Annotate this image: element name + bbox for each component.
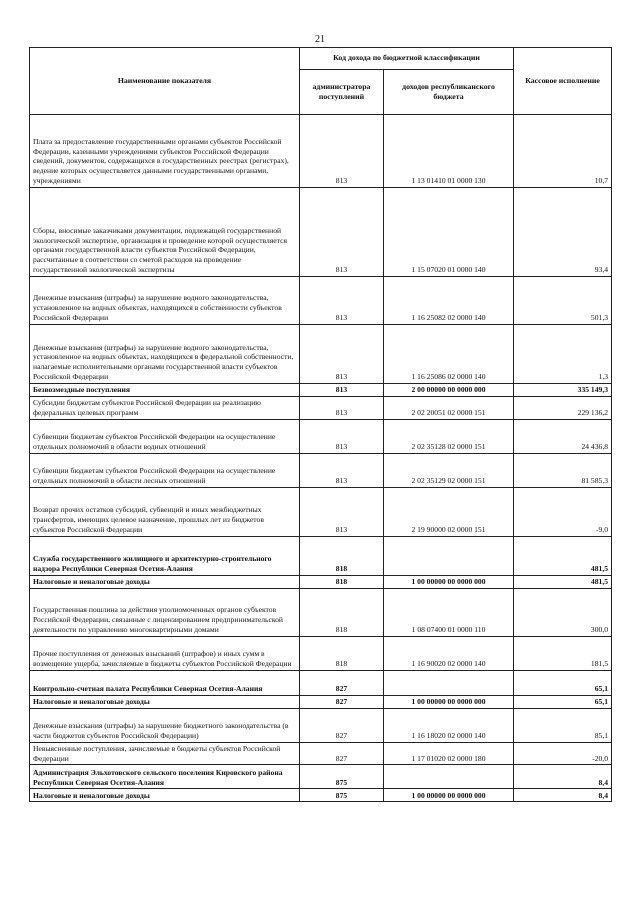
table-row: [30, 708, 612, 742]
table-row: [30, 575, 612, 588]
row-amount: 229 136,2: [514, 397, 612, 420]
table-row: [30, 325, 612, 384]
row-admin-code: 813: [300, 487, 384, 536]
row-admin-code: 875: [300, 789, 384, 802]
table-row: [30, 765, 612, 789]
row-admin-code: 813: [300, 325, 384, 384]
row-name: Денежные взыскания (штрафы) за нарушение водного законодательства, установленное на водных объектах, находящихся в собственности субъектов Российской Федерации: [30, 277, 300, 325]
table-row: [30, 277, 612, 325]
header-amount: Кассовое исполнение: [514, 48, 612, 115]
row-amount: 24 436,8: [514, 419, 612, 453]
row-amount: 65,1: [514, 670, 612, 695]
row-income-code: 2 00 00000 00 0000 000: [384, 384, 514, 397]
row-amount: 501,3: [514, 277, 612, 325]
row-amount: 85,1: [514, 708, 612, 742]
row-amount: 8,4: [514, 789, 612, 802]
row-name: Налоговые и неналоговые доходы: [30, 695, 300, 708]
row-admin-code: 813: [300, 188, 384, 277]
row-name: Субвенции бюджетам субъектов Российской Федерации на осуществление отдельных полномочий в области водных отношений: [30, 419, 300, 453]
row-name: Возврат прочих остатков субсидий, субвенций и иных межбюджетных трансфертов, имеющих целевое назначение, прошлых лет из бюджетов субъектов Российской Федерации: [30, 487, 300, 536]
header-admin: администратора поступлений: [300, 70, 384, 115]
row-income-code: 2 02 35129 02 0000 151: [384, 453, 514, 487]
table-header: [30, 48, 612, 115]
header-name: Наименование показателя: [30, 48, 300, 115]
row-admin-code: 875: [300, 765, 384, 789]
row-amount: 481,5: [514, 575, 612, 588]
header-income: доходов республиканского бюджета: [384, 70, 514, 115]
row-admin-code: 818: [300, 636, 384, 670]
row-name: Субсидии бюджетам субъектов Российской Федерации на реализацию федеральных целевых программ: [30, 397, 300, 420]
row-income-code: 1 13 01410 01 0000 130: [384, 115, 514, 188]
row-amount: 10,7: [514, 115, 612, 188]
row-income-code: 1 08 07400 01 0000 110: [384, 588, 514, 636]
row-admin-code: 813: [300, 277, 384, 325]
row-income-code: 1 16 25082 02 0000 140: [384, 277, 514, 325]
revenue-table: [29, 47, 612, 802]
table-row: [30, 695, 612, 708]
row-admin-code: 813: [300, 419, 384, 453]
row-income-code: 1 00 00000 00 0000 000: [384, 695, 514, 708]
row-income-code: 2 19 90000 02 0000 151: [384, 487, 514, 536]
row-income-code: 1 17 01020 02 0000 180: [384, 742, 514, 765]
row-admin-code: 813: [300, 397, 384, 420]
row-name: Субвенции бюджетам субъектов Российской Федерации на осуществление отдельных полномочий в области лесных отношений: [30, 453, 300, 487]
row-name: Государственная пошлина за действия уполномоченных органов субъектов Российской Федерации, связанные с лицензированием предпринимательской деятельности по управлению многоквартирными домами: [30, 588, 300, 636]
row-income-code: 1 16 18020 02 0000 140: [384, 708, 514, 742]
row-name: Налоговые и неналоговые доходы: [30, 575, 300, 588]
table-body: [30, 115, 612, 802]
table-row: [30, 453, 612, 487]
table-row: [30, 588, 612, 636]
header-code-group: Код дохода по бюджетной классификации: [300, 48, 514, 70]
page-number: 21: [315, 34, 325, 45]
row-amount: 1,3: [514, 325, 612, 384]
row-amount: -20,0: [514, 742, 612, 765]
row-admin-code: 813: [300, 453, 384, 487]
row-admin-code: 818: [300, 536, 384, 575]
table-row: [30, 536, 612, 575]
table-row: [30, 487, 612, 536]
row-name: Сборы, вносимые заказчиками документации, подлежащей государственной экологической экспертизе, организация и проведение которой осуществляется органами государственной власти субъектов Российской Федерации, рассчитанные в соответствии со сметой расходов на проведение государственной экологической экспертизы: [30, 188, 300, 277]
row-amount: 335 149,3: [514, 384, 612, 397]
row-name: Денежные взыскания (штрафы) за нарушение водного законодательства, установленное на водных объектах, находящихся в федеральной собственности, налагаемые исполнительными органами государственной власти субъектов Российской Федерации: [30, 325, 300, 384]
table-row: [30, 188, 612, 277]
row-income-code: 1 16 25086 02 0000 140: [384, 325, 514, 384]
row-amount: 81 585,3: [514, 453, 612, 487]
table-row: [30, 670, 612, 695]
row-admin-code: 818: [300, 575, 384, 588]
row-income-code: [384, 765, 514, 789]
row-income-code: [384, 670, 514, 695]
row-admin-code: 818: [300, 588, 384, 636]
table-row: [30, 419, 612, 453]
row-amount: 181,5: [514, 636, 612, 670]
table-row: [30, 115, 612, 188]
row-name: Администрация Эльхотовского сельского поселения Кировского района Республики Северная Осетия-Алания: [30, 765, 300, 789]
row-income-code: 1 15 07020 01 0000 140: [384, 188, 514, 277]
row-income-code: [384, 536, 514, 575]
row-income-code: 2 02 35128 02 0000 151: [384, 419, 514, 453]
row-name: Налоговые и неналоговые доходы: [30, 789, 300, 802]
row-name: Невыясненные поступления, зачисляемые в бюджеты субъектов Российской Федерации: [30, 742, 300, 765]
row-amount: 93,4: [514, 188, 612, 277]
table-row: [30, 397, 612, 420]
row-admin-code: 827: [300, 695, 384, 708]
row-name: Плата за предоставление государственными органами субъектов Российской Федерации, казенными учреждениями субъектов Российской Федерации сведений, документов, содержащихся в государственных реестрах (регистрах), ведение которых осуществляется данными государственными органами, учреждениями: [30, 115, 300, 188]
row-admin-code: 827: [300, 742, 384, 765]
row-name: Служба государственного жилищного и архитектурно-строительного надзора Республики Северная Осетия-Алания: [30, 536, 300, 575]
row-income-code: 1 00 00000 00 0000 000: [384, 575, 514, 588]
row-amount: 65,1: [514, 695, 612, 708]
row-income-code: 1 00 00000 00 0000 000: [384, 789, 514, 802]
row-admin-code: 827: [300, 708, 384, 742]
table-row: [30, 636, 612, 670]
row-admin-code: 813: [300, 384, 384, 397]
row-amount: -9,0: [514, 487, 612, 536]
table-row: [30, 384, 612, 397]
row-amount: 481,5: [514, 536, 612, 575]
row-admin-code: 827: [300, 670, 384, 695]
row-name: Денежные взыскания (штрафы) за нарушение бюджетного законодательства (в части бюджетов субъектов Российской Федерации): [30, 708, 300, 742]
row-name: Контрольно-счетная палата Республики Северная Осетия-Алания: [30, 670, 300, 695]
row-admin-code: 813: [300, 115, 384, 188]
row-amount: 300,0: [514, 588, 612, 636]
table-row: [30, 742, 612, 765]
row-income-code: 2 02 20051 02 0000 151: [384, 397, 514, 420]
row-name: Безвозмездные поступления: [30, 384, 300, 397]
row-income-code: 1 16 90020 02 0000 140: [384, 636, 514, 670]
row-name: Прочие поступления от денежных взысканий (штрафов) и иных сумм в возмещение ущерба, зачисляемые в бюджеты субъектов Российской Федерации: [30, 636, 300, 670]
row-amount: 8,4: [514, 765, 612, 789]
table-row: [30, 789, 612, 802]
